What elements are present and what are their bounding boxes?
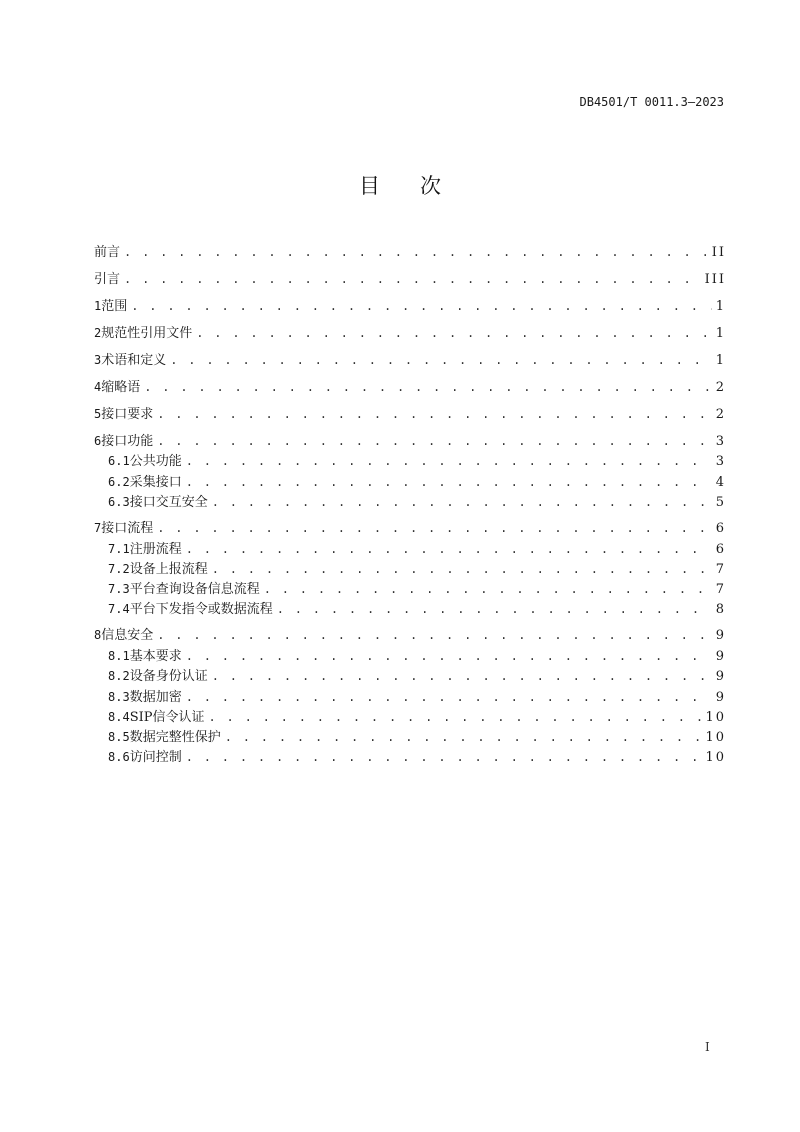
toc-entry-introduction[interactable] <box>94 269 724 289</box>
dot-leader <box>186 539 712 559</box>
toc-entry-number: 8.1 <box>108 649 130 663</box>
toc-entry-6-1[interactable] <box>94 451 724 471</box>
toc-entry-8-1[interactable] <box>94 646 724 666</box>
toc-entry-6-2[interactable] <box>94 472 724 492</box>
dot-leader <box>186 451 712 471</box>
toc-entry-1[interactable] <box>94 296 724 316</box>
toc-entry-label: 信息安全 <box>101 628 154 643</box>
toc-entry-page: 9 <box>715 649 726 664</box>
dot-leader <box>196 323 711 343</box>
dot-leader <box>186 747 702 767</box>
toc-entry-8[interactable] <box>94 625 724 645</box>
dot-leader <box>157 404 711 424</box>
toc-entry-label: 规范性引用文件 <box>101 326 193 341</box>
dot-leader <box>225 727 702 747</box>
toc-entry-number: 5 <box>94 407 102 421</box>
toc-entry-label: 接口流程 <box>101 521 154 536</box>
toc-entry-label: 接口要求 <box>101 407 154 422</box>
toc-entry-label: 注册流程 <box>129 542 182 557</box>
toc-entry-page: 8 <box>715 602 726 617</box>
toc-entry-number: 8.5 <box>108 730 130 744</box>
toc-entry-number: 8 <box>94 628 102 642</box>
toc-entry-foreword[interactable] <box>94 242 724 262</box>
document-code: DB4501/T 0011.3—2023 <box>579 95 724 109</box>
toc-entry-2[interactable] <box>94 323 724 343</box>
toc-entry-page: 3 <box>715 454 726 469</box>
toc-entry-page: 7 <box>715 582 726 597</box>
toc-entry-8-5[interactable] <box>94 727 724 747</box>
toc-entry-number: 7.4 <box>108 602 130 616</box>
toc-entry-7-1[interactable] <box>94 539 724 559</box>
toc-entry-number: 3 <box>94 353 102 367</box>
toc-entry-label: 数据完整性保护 <box>129 730 221 745</box>
toc-entry-page: 10 <box>705 710 726 725</box>
toc-entry-page: III <box>704 272 726 287</box>
toc-entry-label: 范围 <box>101 299 128 314</box>
toc-entry-label: SIP信令认证 <box>129 710 205 725</box>
toc-entry-label: 设备身份认证 <box>129 669 208 684</box>
toc-entry-number: 6 <box>94 434 102 448</box>
toc-entry-7-2[interactable] <box>94 559 724 579</box>
toc-entry-6-3[interactable] <box>94 492 724 512</box>
toc-entry-8-6[interactable] <box>94 747 724 767</box>
toc-entry-page: 6 <box>715 521 726 536</box>
dot-leader <box>186 687 712 707</box>
toc-entry-label: 数据加密 <box>129 690 182 705</box>
toc-entry-page: II <box>711 245 726 260</box>
toc-entry-number: 8.4 <box>108 710 130 724</box>
toc-entry-page: 3 <box>715 434 726 449</box>
toc-entry-8-2[interactable] <box>94 666 724 686</box>
dot-leader <box>131 296 711 316</box>
toc-entry-number: 7.3 <box>108 582 130 596</box>
dot-leader <box>157 625 711 645</box>
toc-entry-number: 7.2 <box>108 562 130 576</box>
toc-entry-label: 采集接口 <box>129 475 182 490</box>
toc-entry-5[interactable] <box>94 404 724 424</box>
toc-entry-label: 接口交互安全 <box>129 495 208 510</box>
toc-entry-page: 9 <box>715 628 726 643</box>
dot-leader <box>186 646 712 666</box>
dot-leader <box>170 350 711 370</box>
toc-entry-label: 引言 <box>94 272 121 287</box>
toc-entry-page: 2 <box>715 380 726 395</box>
toc-entry-label: 缩略语 <box>101 380 141 395</box>
toc-entry-label: 术语和定义 <box>101 353 167 368</box>
toc-entry-page: 1 <box>715 353 726 368</box>
dot-leader <box>277 599 712 619</box>
dot-leader <box>212 559 712 579</box>
dot-leader <box>144 377 711 397</box>
toc-entry-label: 设备上报流程 <box>129 562 208 577</box>
toc-entry-number: 7 <box>94 521 102 535</box>
toc-entry-label: 接口功能 <box>101 434 154 449</box>
toc-entry-page: 1 <box>715 326 726 341</box>
dot-leader <box>212 492 712 512</box>
toc-entry-4[interactable] <box>94 377 724 397</box>
toc-entry-page: 2 <box>715 407 726 422</box>
toc-entry-number: 6.2 <box>108 475 130 489</box>
toc-entry-7[interactable] <box>94 518 724 538</box>
toc-entry-page: 1 <box>715 299 726 314</box>
toc-entry-8-4[interactable] <box>94 707 724 727</box>
dot-leader <box>186 472 712 492</box>
toc-entry-label: 访问控制 <box>129 750 182 765</box>
toc-entry-number: 8.3 <box>108 690 130 704</box>
dot-leader <box>212 666 712 686</box>
toc-entry-page: 9 <box>715 669 726 684</box>
toc-entry-number: 7.1 <box>108 542 130 556</box>
toc-entry-number: 2 <box>94 326 102 340</box>
toc-entry-label: 公共功能 <box>129 454 182 469</box>
toc-entry-7-3[interactable] <box>94 579 724 599</box>
toc-entry-page: 4 <box>715 475 726 490</box>
toc-title: 目次 <box>359 174 481 198</box>
toc-entry-number: 6.3 <box>108 495 130 509</box>
dot-leader <box>208 707 701 727</box>
dot-leader <box>124 242 708 262</box>
toc-entry-6[interactable] <box>94 431 724 451</box>
toc-entry-label: 前言 <box>94 245 121 260</box>
dot-leader <box>157 431 711 451</box>
dot-leader <box>157 518 711 538</box>
toc-entry-page: 5 <box>715 495 726 510</box>
toc-entry-number: 4 <box>94 380 102 394</box>
toc-entry-number: 8.2 <box>108 669 130 683</box>
toc-entry-page: 9 <box>715 690 726 705</box>
toc-entry-7-4[interactable] <box>94 599 724 619</box>
toc-entry-8-3[interactable] <box>94 687 724 707</box>
toc-entry-page: 10 <box>705 730 726 745</box>
toc-entry-page: 6 <box>715 542 726 557</box>
page-number: I <box>705 1040 710 1054</box>
toc-entry-label: 基本要求 <box>129 649 182 664</box>
toc-entry-number: 6.1 <box>108 454 130 468</box>
toc-entry-number: 1 <box>94 299 102 313</box>
toc-entry-page: 7 <box>715 562 726 577</box>
toc-entry-label: 平台查询设备信息流程 <box>129 582 260 597</box>
toc-entry-page: 10 <box>705 750 726 765</box>
toc-entry-3[interactable] <box>94 350 724 370</box>
toc-entry-label: 平台下发指令或数据流程 <box>129 602 273 617</box>
dot-leader <box>264 579 712 599</box>
toc-entry-number: 8.6 <box>108 750 130 764</box>
dot-leader <box>124 269 701 289</box>
